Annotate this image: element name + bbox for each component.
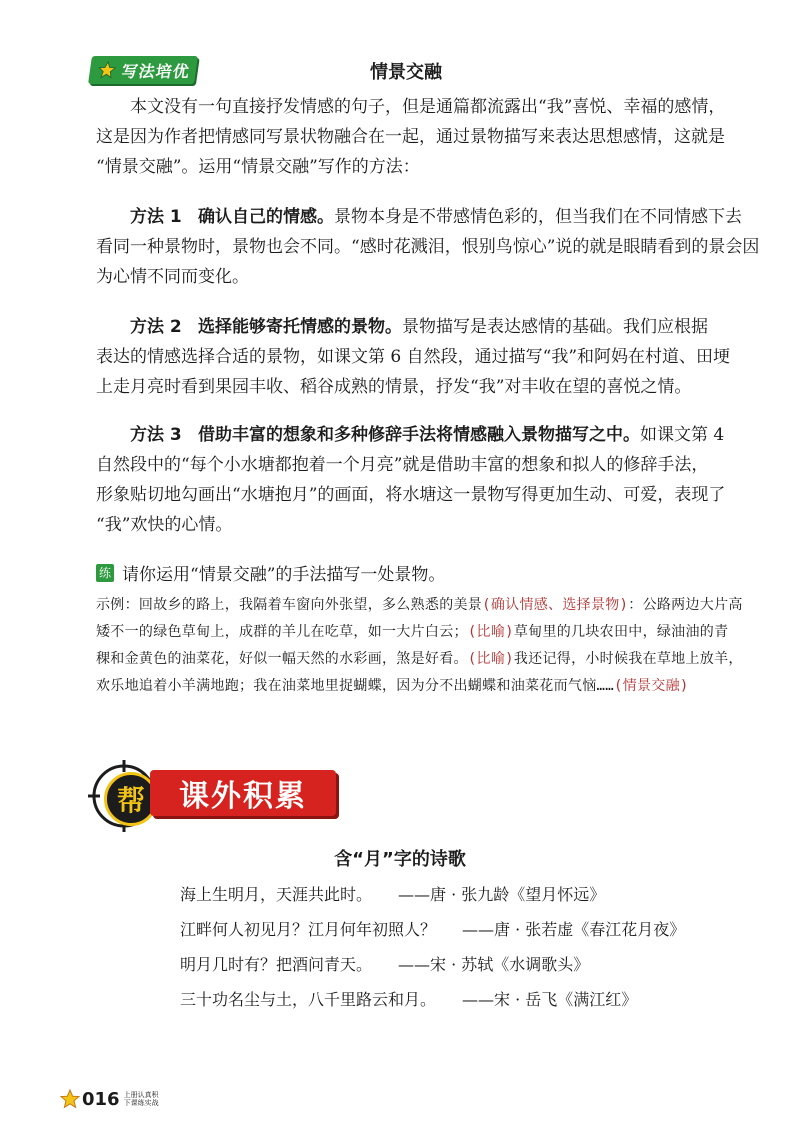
example-line: [96, 646, 766, 673]
intro-line: 这是因为作者把情感同写景状物融合在一起，通过景物描写来表达思想感情，这就是: [96, 127, 725, 147]
page-number: 016: [82, 1088, 120, 1110]
poem-source: ——宋 · 岳飞《满江红》: [462, 990, 638, 1009]
banner-title: 课外积累: [150, 770, 336, 816]
example-text: 欢乐地追着小羊满地跑；我在油菜地里捉蝴蝶，因为分不出蝴蝶和油菜花而气恼……: [96, 678, 614, 694]
exercise-prompt: [96, 560, 445, 585]
poem-line: [180, 950, 589, 980]
method-line: 上走月亮时看到果园丰收、稻谷成熟的情景，抒发“我”对丰收在望的喜悦之情。: [96, 377, 692, 397]
method-first-line: [96, 202, 766, 232]
method-first-line: [96, 312, 766, 342]
footer-tagline: [124, 1091, 168, 1107]
poem-source: ——唐 · 张若虚《春江花月夜》: [462, 920, 686, 939]
poem-text: 明月几时有？把酒问青天。: [180, 955, 373, 974]
poem-text: 海上生明月，天涯共此时。: [180, 885, 373, 904]
method-first-line: [96, 420, 766, 450]
method-line: 形象贴切地勾画出“水塘抱月”的画面，将水塘这一景物写得更加生动、可爱，表现了: [96, 485, 726, 505]
section-badge: [88, 56, 198, 84]
poem-text: 江畔何人初见月？江月何年初照人？: [180, 920, 437, 939]
method-heading: 选择能够寄托情感的景物。: [197, 317, 402, 337]
method-1: [96, 202, 766, 292]
poem-text: 三十功名尘与土，八千里路云和月。: [180, 990, 437, 1009]
method-heading: 确认自己的情感。: [197, 207, 334, 227]
poem-source: ——宋 · 苏轼《水调歌头》: [398, 955, 590, 974]
example-line: [96, 619, 766, 646]
footer-tag: 上册认真积: [123, 1091, 159, 1099]
example-text: 我还记得，小时候我在草地上放羊，: [513, 651, 743, 667]
example-text: 矮不一的绿色草甸上，成群的羊儿在吃草，如一大片白云；: [96, 624, 468, 640]
star-icon: [94, 59, 119, 81]
method-line: “我”欢快的心情。: [96, 515, 233, 535]
poem-line: [180, 915, 685, 945]
method-label: 方法 3: [130, 425, 182, 445]
page-footer: [60, 1084, 168, 1114]
poem-line: [180, 985, 637, 1015]
star-mascot-icon: [60, 1089, 80, 1109]
method-text: 景物描写是表达感情的基础。我们应根据: [401, 317, 708, 337]
example-note: (情景交融): [613, 678, 689, 694]
example-line: [96, 673, 766, 700]
method-2: [96, 312, 766, 402]
example-text: 草甸里的几块农田中，绿油油的青: [513, 624, 729, 640]
example-note: (确认情感、选择景物): [482, 597, 629, 613]
method-3: [96, 420, 766, 540]
method-line: 表达的情感选择合适的景物，如课文第 6 自然段，通过描写“我”和阿妈在村道、田埂: [96, 347, 731, 367]
poems-title: 含“月”字的诗歌: [334, 849, 466, 870]
method-line: 看同一种景物时，景物也会不同。“感时花溅泪，恨别鸟惊心”说的就是眼睛看到的景会因: [96, 237, 760, 257]
example-note: (比喻): [467, 651, 514, 667]
method-line: 自然段中的“每个小水塘都抱着一个月亮”就是借助丰富的想象和拟人的修辞手法，: [96, 455, 709, 475]
method-text: 景物本身是不带感情色彩的，但当我们在不同情感下去: [333, 207, 742, 227]
example-text: ：公路两边大片高: [628, 597, 743, 613]
method-label: 方法 1: [130, 207, 182, 227]
practice-icon: 练: [96, 564, 114, 582]
poem-line: [180, 880, 605, 910]
intro-line: 本文没有一句直接抒发情感的句子，但是通篇都流露出“我”喜悦、幸福的感情，: [130, 97, 726, 117]
footer-tag: 下课练实战: [123, 1099, 159, 1107]
example-note: (比喻): [467, 624, 514, 640]
example-line: [96, 592, 766, 619]
poem-source: ——唐 · 张九龄《望月怀远》: [398, 885, 606, 904]
exercise-text: 请你运用“情景交融”的手法描写一处景物。: [122, 565, 446, 585]
example-text: 示例：回故乡的路上，我隔着车窗向外张望，多么熟悉的美景: [96, 597, 483, 613]
section-title: 情景交融: [370, 62, 442, 83]
method-text: 如课文第 4: [639, 425, 725, 445]
method-line: 为心情不同而变化。: [96, 267, 249, 287]
method-label: 方法 2: [130, 317, 182, 337]
banner-badge: 帮: [104, 772, 158, 826]
intro-line: “情景交融”。运用“情景交融”写作的方法：: [96, 157, 420, 177]
intro-paragraph: [96, 92, 766, 182]
example-text: 稞和金黄色的油菜花，好似一幅天然的水彩画，煞是好看。: [96, 651, 468, 667]
method-heading: 借助丰富的想象和多种修辞手法将情感融入景物描写之中。: [197, 425, 640, 445]
example-paragraph: [96, 592, 766, 700]
badge-label: 写法培优: [120, 61, 192, 81]
